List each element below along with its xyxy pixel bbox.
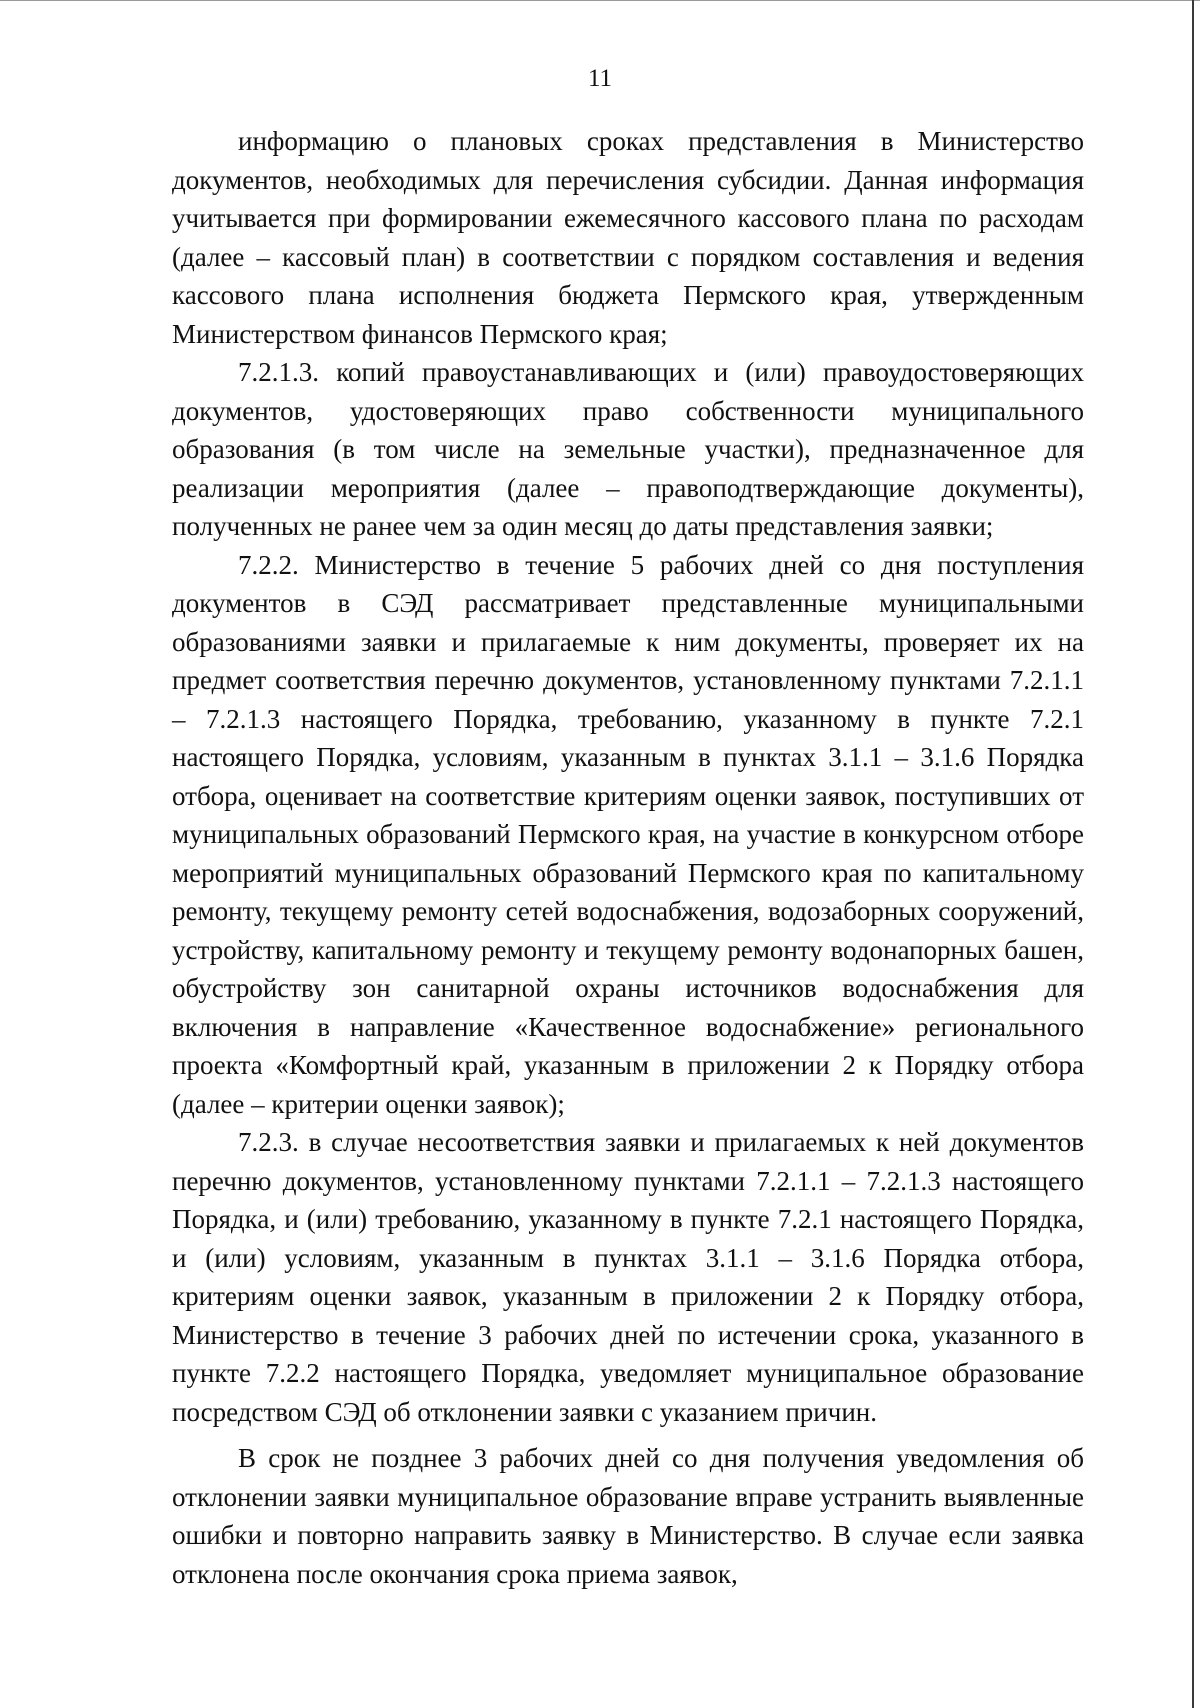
paragraph-7-2-3: 7.2.3. в случае несоответствия заявки и прилагаемых к ней документов перечню документов, установленному пунктами 7.2.1.1 – 7.2.1.3 настоящего Порядка, и (или) требованию, указанному в пункте 7.2.1 настоящего Порядка, и (или) условиям, указанным в пунктах 3.1.1 – 3.1.6 Порядка отбора, критериям оценки заявок, указанным в приложении 2 к Порядку отбора, Министерство в течение 3 рабочих дней по истечении срока, указанного в пункте 7.2.2 настоящего Порядка, уведомляет муниципальное образование посредством СЭД об отклонении заявки с указанием причин. — [172, 1127, 1084, 1427]
paragraph-continuation: информацию о плановых сроках представления в Министерство документов, необходимых для перечисления субсидии. Данная информация учитывается при формировании ежемесячного кассового плана по расходам (далее – кассовый план) в соответствии с порядком составления и ведения кассового плана исполнения бюджета Пермского края, утвержденным Министерством финансов Пермского края; — [172, 126, 1084, 349]
scan-edge-right — [1192, 0, 1194, 1708]
paragraph-resubmission: В срок не позднее 3 рабочих дней со дня получения уведомления об отклонении заявки муниципальное образование вправе устранить выявленные ошибки и повторно направить заявку в Министерство. В случае если заявка отклонена после окончания срока приема заявок, — [172, 1443, 1084, 1589]
scan-edge-top — [0, 0, 1200, 1]
paragraph-7-2-2: 7.2.2. Министерство в течение 5 рабочих дней со дня поступления документов в СЭД рассматривает представленные муниципальными образованиями заявки и прилагаемые к ним документы, проверяет их на предмет соответствия перечню документов, установленному пунктами 7.2.1.1 – 7.2.1.3 настоящего Порядка, требованию, указанному в пункте 7.2.1 настоящего Порядка, условиям, указанным в пунктах 3.1.1 – 3.1.6 Порядка отбора, оценивает на соответствие критериям оценки заявок, поступивших от муниципальных образований Пермского края, на участие в конкурсном отборе мероприятий муниципальных образований Пермского края по капитальному ремонту, текущему ремонту сетей водоснабжения, водозаборных сооружений, устройству, капитальному ремонту и текущему ремонту водонапорных башен, обустройству зон санитарной охраны источников водоснабжения для включения в направление «Качественное водоснабжение» регионального проекта «Комфортный край, указанным в приложении 2 к Порядку отбора (далее – критерии оценки заявок); — [172, 549, 1084, 1119]
document-body — [172, 122, 1084, 1593]
page-number: 11 — [587, 65, 613, 92]
paragraph-7-2-1-3: 7.2.1.3. копий правоустанавливающих и (или) правоудостоверяющих документов, удостоверяющих право собственности муниципального образования (в том числе на земельные участки), предназначенное для реализации мероприятия (далее – правоподтверждающие документы), полученных не ранее чем за один месяц до даты представления заявки; — [172, 357, 1084, 541]
